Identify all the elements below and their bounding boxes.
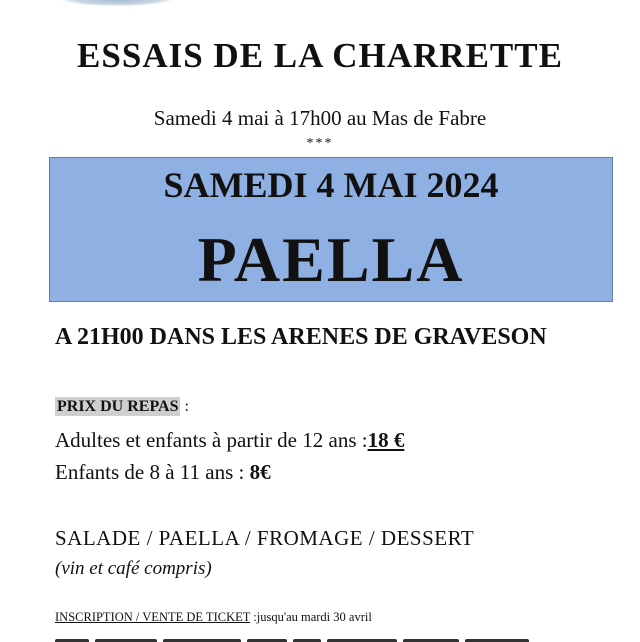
child-price-value: 8€ xyxy=(249,460,271,484)
event-title: ESSAIS DE LA CHARRETTE xyxy=(77,36,563,75)
banner-date: SAMEDI 4 MAI 2024 xyxy=(163,165,499,205)
inscription-line xyxy=(55,610,372,625)
banner-main-title: PAELLA xyxy=(197,224,465,295)
price-heading-colon: : xyxy=(180,398,189,415)
venue-line: A 21H00 DANS LES ARENES DE GRAVESON xyxy=(55,324,547,350)
adult-price-label: Adultes et enfants à partir de 12 ans : xyxy=(55,428,368,452)
inscription-label: INSCRIPTION / VENTE DE TICKET xyxy=(55,610,251,624)
date-banner xyxy=(49,157,613,302)
menu-items: SALADE / PAELLA / FROMAGE / DESSERT xyxy=(55,526,475,550)
separator-stars: *** xyxy=(306,136,334,151)
price-heading-label: PRIX DU REPAS xyxy=(57,398,179,415)
child-price-label: Enfants de 8 à 11 ans : xyxy=(55,460,250,484)
price-heading xyxy=(55,398,189,416)
cropped-text-line xyxy=(55,632,545,642)
menu-note: (vin et café compris) xyxy=(55,558,212,579)
inscription-detail: :jusqu'au mardi 30 avril xyxy=(250,610,372,624)
child-price-line xyxy=(55,460,271,485)
header-decoration xyxy=(62,0,172,6)
adult-price-line xyxy=(55,428,404,453)
adult-price-value: 18 € xyxy=(367,428,405,452)
event-subtitle: Samedi 4 mai à 17h00 au Mas de Fabre xyxy=(153,106,487,130)
